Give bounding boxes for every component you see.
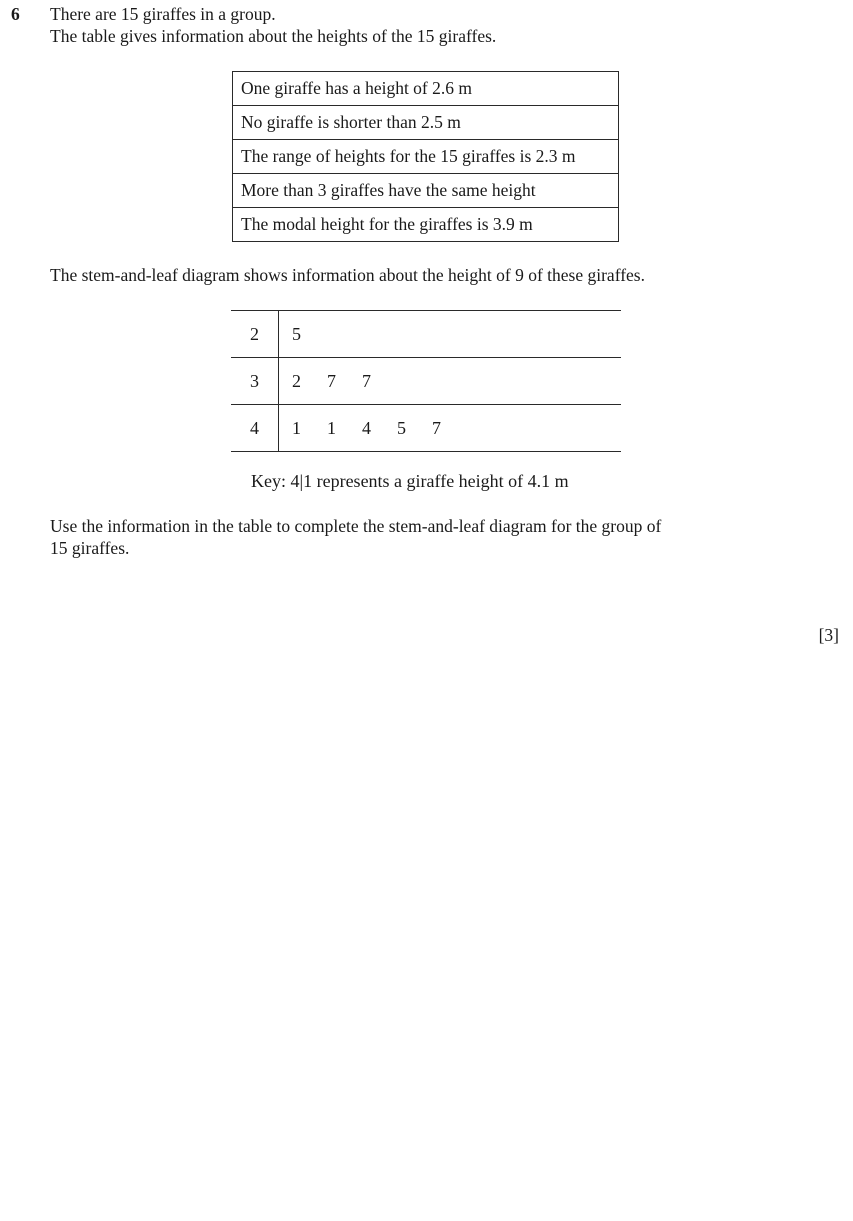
intro-line-1: There are 15 giraffes in a group. bbox=[50, 4, 276, 24]
marks-label: [3] bbox=[818, 625, 839, 645]
stem-value: 2 bbox=[231, 311, 279, 358]
stem-leaf-row bbox=[231, 405, 621, 452]
stem-leaf-key: Key: 4|1 represents a giraffe height of 4.1 m bbox=[251, 471, 569, 491]
leaf-value: 1 bbox=[292, 417, 301, 438]
leaf-value: 5 bbox=[397, 417, 406, 438]
leaf-value: 7 bbox=[327, 370, 336, 391]
fact-row bbox=[233, 106, 619, 140]
leaf-cell bbox=[279, 311, 622, 358]
leaf-value: 4 bbox=[362, 417, 371, 438]
stem-value: 4 bbox=[231, 405, 279, 452]
fact-row bbox=[233, 140, 619, 174]
fact-cell: The range of heights for the 15 giraffes is 2.3 m bbox=[233, 140, 619, 174]
stem-leaf-row bbox=[231, 311, 621, 358]
stem-and-leaf-diagram bbox=[231, 310, 621, 452]
fact-cell: One giraffe has a height of 2.6 m bbox=[233, 72, 619, 106]
fact-row bbox=[233, 208, 619, 242]
question-number: 6 bbox=[11, 4, 20, 24]
stem-value: 3 bbox=[231, 358, 279, 405]
leaf-value: 7 bbox=[432, 417, 441, 438]
leaf-cell bbox=[279, 358, 622, 405]
stem-leaf-row bbox=[231, 358, 621, 405]
leaf-value: 7 bbox=[362, 370, 371, 391]
stem-leaf-intro: The stem-and-leaf diagram shows information about the height of 9 of these giraffes. bbox=[50, 265, 645, 285]
leaf-value: 5 bbox=[292, 323, 301, 344]
fact-row bbox=[233, 174, 619, 208]
leaf-cell bbox=[279, 405, 622, 452]
fact-cell: More than 3 giraffes have the same height bbox=[233, 174, 619, 208]
leaf-value: 1 bbox=[327, 417, 336, 438]
instruction-line-2: 15 giraffes. bbox=[50, 538, 130, 558]
fact-cell: The modal height for the giraffes is 3.9 m bbox=[233, 208, 619, 242]
instruction-line-1: Use the information in the table to complete the stem-and-leaf diagram for the group of bbox=[50, 516, 662, 536]
intro-line-2: The table gives information about the heights of the 15 giraffes. bbox=[50, 26, 497, 46]
leaf-value: 2 bbox=[292, 370, 301, 391]
fact-row bbox=[233, 72, 619, 106]
fact-cell: No giraffe is shorter than 2.5 m bbox=[233, 106, 619, 140]
giraffe-facts-table bbox=[232, 71, 619, 242]
